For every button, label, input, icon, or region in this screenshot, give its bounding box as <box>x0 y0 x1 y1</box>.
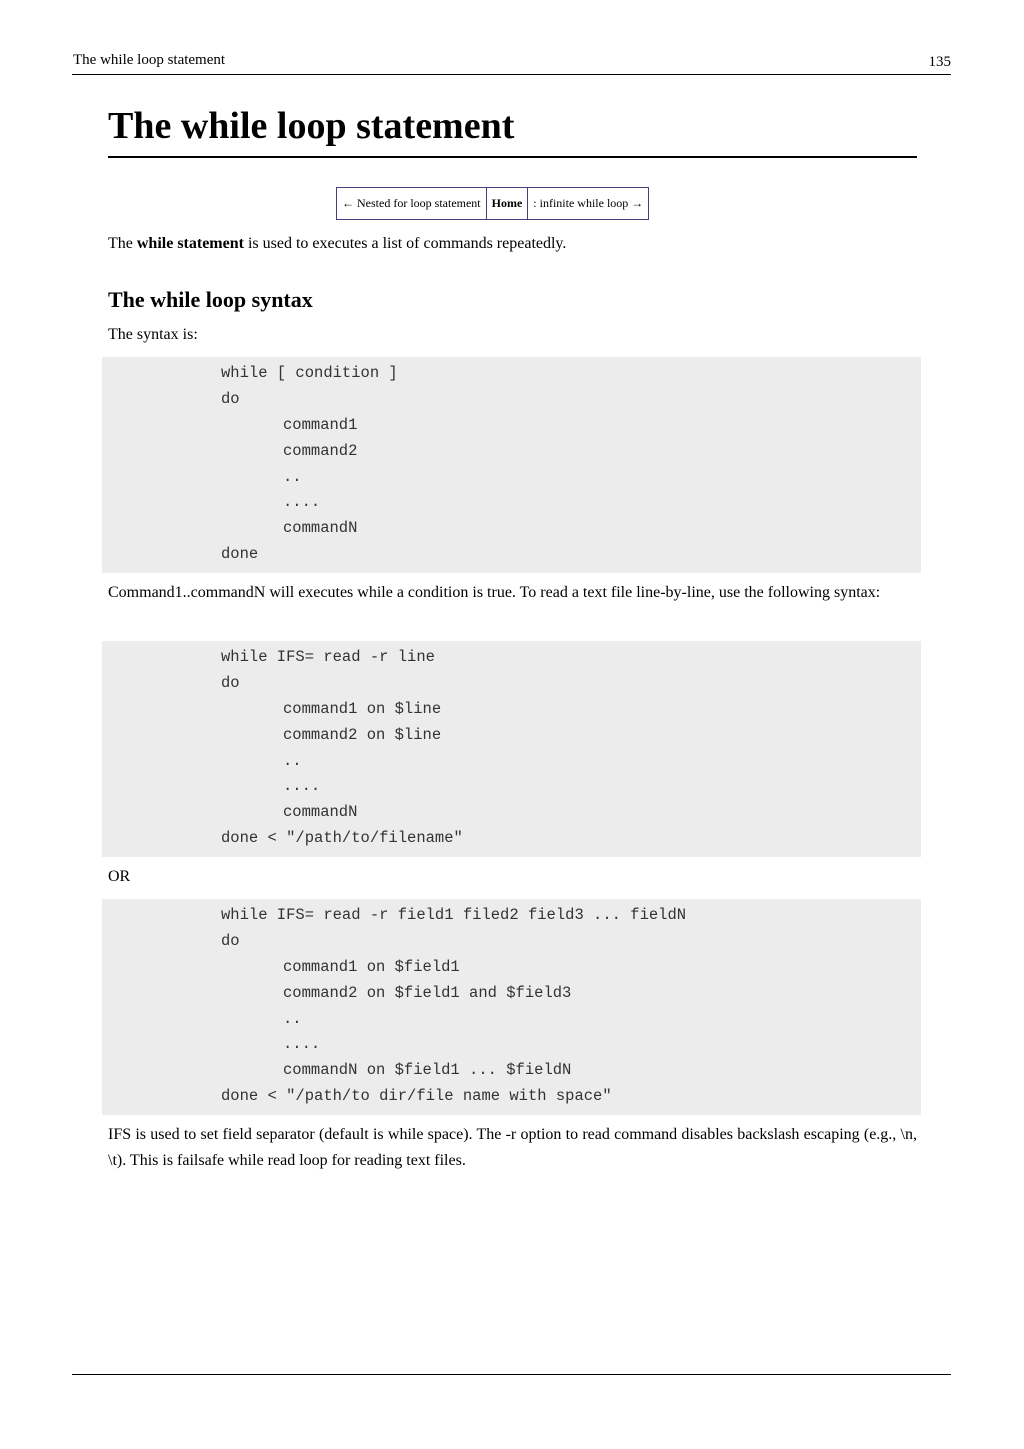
code-line: done < "/path/to/filename" <box>221 829 463 848</box>
code-block-syntax <box>102 357 921 573</box>
code-line: while IFS= read -r line <box>221 648 435 666</box>
or-label: OR <box>108 868 131 885</box>
nav-next-link[interactable]: : infinite while loop → <box>533 196 644 210</box>
code-line: do <box>221 389 240 408</box>
code-line: .. <box>283 751 302 770</box>
section-heading: The while loop syntax <box>108 287 313 312</box>
code-line: commandN on $field1 ... $fieldN <box>283 1061 572 1080</box>
code-line: command1 <box>283 415 358 434</box>
intro-bold-term: while statement <box>136 235 244 252</box>
code-line: while IFS= read -r field1 filed2 field3 ... fieldN <box>221 906 687 924</box>
page-number: 135 <box>928 54 951 70</box>
intro-text-before: The <box>108 235 137 252</box>
page-title: The while loop statement <box>108 101 917 158</box>
code-line: command2 on $field1 and $field3 <box>283 983 572 1002</box>
code-line: command1 on $line <box>283 699 442 718</box>
code-block-read-fields <box>102 899 921 1115</box>
code-line: .... <box>283 1035 321 1054</box>
code-line: command1 on $field1 <box>283 957 460 976</box>
code-line: while [ condition ] <box>221 364 398 382</box>
code-line: commandN <box>283 803 358 822</box>
footer-rule <box>72 1374 951 1375</box>
syntax-label: The syntax is: <box>108 326 198 343</box>
code-line: do <box>221 673 240 692</box>
nav-home-link[interactable]: Home <box>487 188 529 219</box>
code-line: .... <box>283 493 321 512</box>
code-block-read-line <box>102 641 921 857</box>
ifs-paragraph: IFS is used to set field separator (default is while space). The -r option to read command disables backslash escaping (e.g., \n, \t). This is failsafe while read loop for reading text files. <box>108 1126 917 1169</box>
navigation-table <box>336 187 649 220</box>
code-line: done < "/path/to dir/file name with space" <box>221 1087 612 1106</box>
code-line: done <box>221 545 259 564</box>
code-line: do <box>221 931 240 950</box>
code-line: command2 on $line <box>283 725 442 744</box>
code-line: commandN <box>283 519 358 538</box>
running-header <box>72 52 951 75</box>
code-line: command2 <box>283 441 358 460</box>
command-paragraph: Command1..commandN will executes while a condition is true. To read a text file line-by-line, use the following syntax: <box>108 584 881 601</box>
code-line: .. <box>283 1009 302 1028</box>
code-line: .... <box>283 777 321 796</box>
running-header-title: The while loop statement <box>73 52 226 68</box>
code-line: .. <box>283 467 302 486</box>
intro-paragraph <box>108 231 917 257</box>
intro-text-after: is used to executes a list of commands repeatedly. <box>243 235 567 252</box>
nav-prev-link[interactable]: ← Nested for loop statement <box>337 188 487 219</box>
